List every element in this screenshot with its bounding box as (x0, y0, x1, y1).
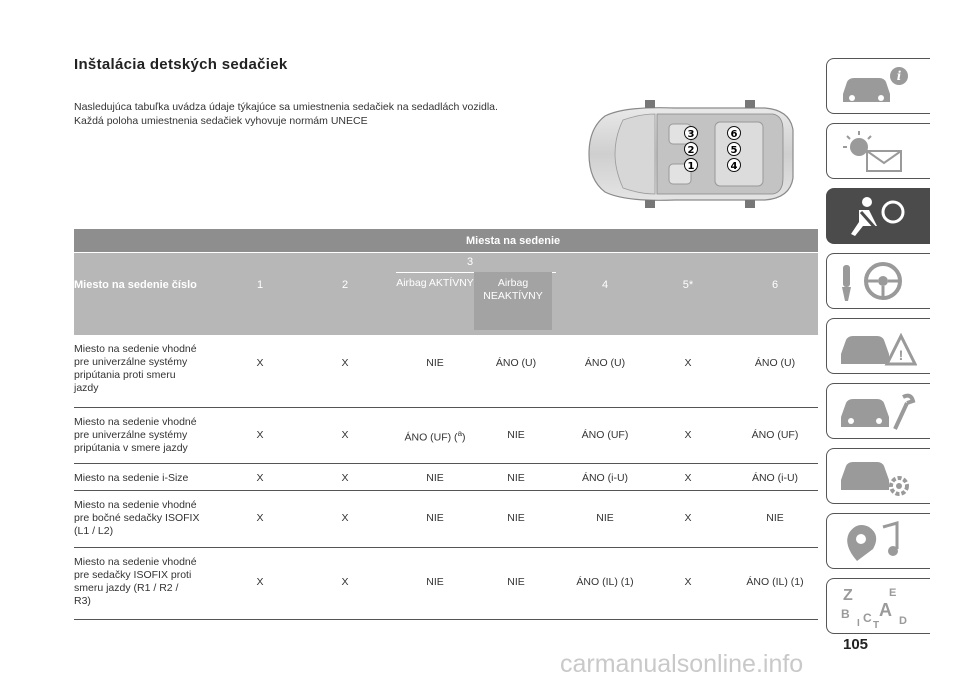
car-service-icon (837, 389, 917, 433)
tab-car-info[interactable] (826, 58, 930, 114)
row-label: Miesto na sedenie vhodné pre sedačky ISOFIX proti smeru jazdy (R1 / R2 / R3) (74, 556, 197, 607)
table-cell: X (341, 429, 349, 441)
table-cell: X (341, 512, 349, 524)
car-accident-icon (837, 324, 917, 368)
table-cell: NIE (507, 472, 525, 484)
svg-text:E: E (889, 587, 897, 599)
column-header-1: 1 (256, 279, 264, 291)
table-cell: NIE (507, 576, 525, 588)
svg-text:!: ! (898, 347, 904, 363)
table-cell: ÁNO (i-U) (751, 472, 799, 484)
row-label: Miesto na sedenie vhodné pre univerzálne systémy pripútania proti smeru jazdy (74, 343, 197, 394)
table-cell: X (341, 357, 349, 369)
tab-technical-data[interactable] (826, 448, 930, 504)
table-cell: X (684, 357, 692, 369)
table-cell: NIE (596, 512, 614, 524)
tab-index[interactable] (826, 578, 930, 634)
car-seating-diagram (585, 100, 800, 208)
svg-text:A: A (879, 600, 892, 620)
multimedia-icon (837, 519, 917, 563)
car-info-icon (837, 64, 917, 108)
table-cell: X (256, 429, 264, 441)
svg-text:6: 6 (730, 129, 738, 140)
airbag-active-header: Airbag AKTÍVNY (396, 277, 474, 289)
intro-line-1: Nasledujúca tabuľka uvádza údaje týkajúce sa umiestnenia sedačiek na sedadlách vozidla. (74, 101, 498, 113)
index-letters-icon (837, 584, 917, 628)
svg-text:5: 5 (730, 145, 738, 156)
seat-marker-2 (685, 143, 698, 157)
intro-text (74, 100, 594, 128)
svg-text:I: I (857, 618, 860, 628)
seat-marker-3 (685, 127, 698, 141)
airbag-inactive-header: Airbag NEAKTÍVNY (474, 272, 552, 330)
table-row (74, 464, 818, 491)
table-cell: X (256, 357, 264, 369)
svg-text:4: 4 (730, 161, 738, 172)
table-cell: ÁNO (IL) (1) (746, 576, 804, 588)
table-cell: NIE (507, 512, 525, 524)
svg-text:3: 3 (687, 129, 695, 140)
table-cell: X (256, 472, 264, 484)
svg-text:D: D (899, 615, 907, 627)
table-cell: ÁNO (U) (584, 357, 626, 369)
table-cell: X (341, 576, 349, 588)
table-row (74, 335, 818, 408)
row-label: Miesto na sedenie i-Size (74, 472, 189, 484)
intro-line-2: Každá poloha umiestnenia sedačiek vyhovuje normám UNECE (74, 115, 368, 127)
column-header-4: 4 (601, 279, 609, 291)
table-header-row (74, 252, 818, 335)
table-cell: ÁNO (U) (495, 357, 537, 369)
table-cell: ÁNO (UF) ($^a$) (404, 429, 466, 444)
tab-starting-driving[interactable] (826, 253, 930, 309)
seat-airbag-icon (837, 194, 917, 238)
table-cell: NIE (766, 512, 784, 524)
table-group-header: Miesta na sedenie (74, 229, 818, 252)
table-cell: X (684, 429, 692, 441)
svg-text:B: B (841, 607, 850, 621)
page-title: Inštalácia detských sedačiek (74, 56, 288, 73)
row-label: Miesto na sedenie vhodné pre bočné sedačky ISOFIX (L1 / L2) (74, 499, 200, 537)
table-row (74, 548, 818, 620)
seat-marker-5 (728, 143, 741, 157)
steering-key-icon (837, 259, 917, 303)
table-cell: X (256, 512, 264, 524)
tab-maintenance[interactable] (826, 383, 930, 439)
svg-text:T: T (873, 620, 880, 628)
seat-marker-1 (685, 159, 698, 173)
table-cell: NIE (426, 576, 444, 588)
svg-text:1: 1 (687, 161, 695, 172)
table-cell: NIE (426, 512, 444, 524)
column-header-3: 3 (466, 256, 474, 268)
column-header-2: 2 (341, 279, 349, 291)
table-cell: NIE (426, 472, 444, 484)
column-header-6: 6 (771, 279, 779, 291)
svg-text:C: C (863, 611, 872, 625)
table-cell: ÁNO (U) (754, 357, 796, 369)
child-seat-table (74, 229, 818, 620)
table-cell: ÁNO (UF) (751, 429, 799, 441)
footnote-marker[interactable]: a (457, 429, 463, 438)
table-cell: X (256, 576, 264, 588)
table-cell: ÁNO (i-U) (581, 472, 629, 484)
table-row (74, 408, 818, 464)
table-cell: ÁNO (UF) (581, 429, 629, 441)
table-cell: X (684, 472, 692, 484)
seat-marker-6 (728, 127, 741, 141)
tab-warning-lights[interactable] (826, 123, 930, 179)
table-cell: NIE (507, 429, 525, 441)
table-row (74, 491, 818, 548)
seat-number-header: Miesto na sedenie číslo (74, 279, 197, 291)
warning-lights-icon (837, 129, 917, 173)
table-cell: NIE (426, 357, 444, 369)
svg-text:i: i (896, 69, 902, 83)
row-label: Miesto na sedenie vhodné pre univerzálne systémy pripútania v smere jazdy (74, 416, 197, 454)
tab-emergency[interactable] (826, 318, 930, 374)
car-gears-icon (837, 454, 917, 498)
svg-text:Z: Z (843, 587, 853, 604)
table-cell: X (684, 512, 692, 524)
tab-multimedia[interactable] (826, 513, 930, 569)
table-cell: X (341, 472, 349, 484)
svg-text:2: 2 (687, 145, 695, 156)
page-number: 105 (843, 636, 869, 653)
tab-safety[interactable] (826, 188, 930, 244)
watermark: carmanualsonline.info (560, 650, 804, 678)
table-cell: ÁNO (IL) (1) (576, 576, 634, 588)
column-header-5: 5* (682, 279, 694, 291)
seat-marker-4 (728, 159, 741, 173)
table-cell: X (684, 576, 692, 588)
